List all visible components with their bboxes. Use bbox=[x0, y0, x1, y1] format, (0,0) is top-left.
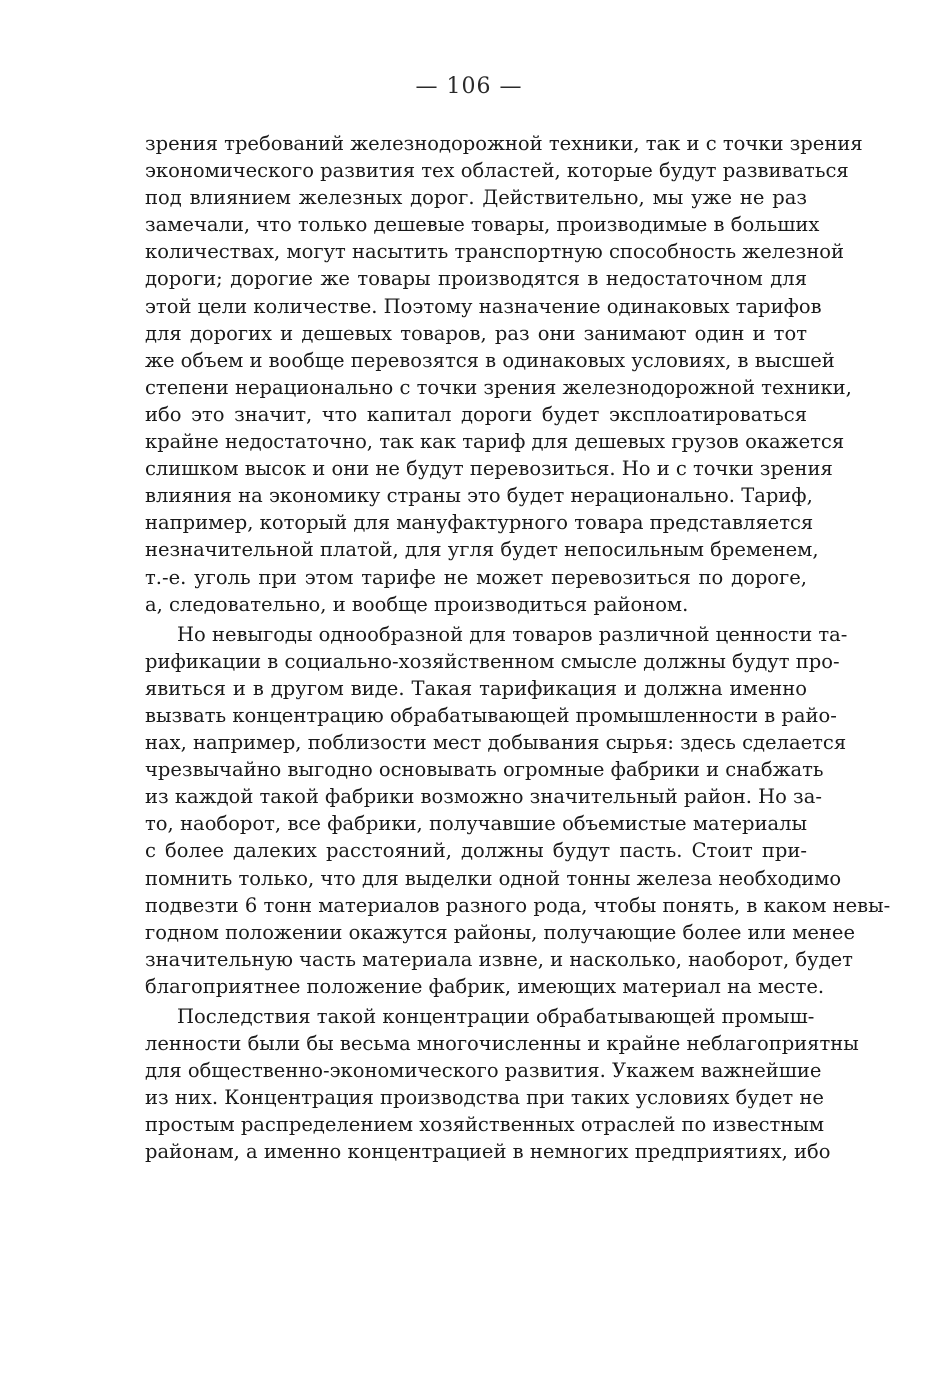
text-line: то, наоборот, все фабрики, получавшие объемистые материалы bbox=[145, 812, 807, 836]
text-line: т.-е. уголь при этом тарифе не может перевозиться по дороге, bbox=[145, 565, 807, 589]
text-line: ленности были бы весьма многочисленны и крайне неблагоприятны bbox=[145, 1032, 859, 1056]
text-line: благоприятнее положение фабрик, имеющих материал на месте. bbox=[145, 974, 825, 998]
text-line: слишком высок и они не будут перевозиться. Но и с точки зрения bbox=[145, 457, 833, 481]
text-line: помнить только, что для выделки одной тонны железа необходимо bbox=[145, 866, 842, 890]
paragraph bbox=[145, 1003, 859, 1166]
text-line: с более далеких расстояний, должны будут пасть. Стоит при- bbox=[145, 839, 807, 863]
text-line: для общественно-экономического развития. Укажем важнейшие bbox=[145, 1059, 822, 1083]
text-line: Но невыгоды однообразной для товаров различной ценности та- bbox=[177, 622, 848, 646]
text-line: годном положении окажутся районы, получающие более или менее bbox=[145, 920, 855, 944]
text-line: влияния на экономику страны это будет нерационально. Тариф, bbox=[145, 484, 813, 508]
text-line: из каждой такой фабрики возможно значительный район. Но за- bbox=[145, 785, 822, 809]
text-line: экономического развития тех областей, которые будут развиваться bbox=[145, 159, 849, 183]
text-line: вызвать концентрацию обрабатывающей промышленности в райо- bbox=[145, 703, 837, 727]
text-line: крайне недостаточно, так как тариф для дешевых грузов окажется bbox=[145, 430, 845, 454]
text-line: этой цели количестве. Поэтому назначение одинаковых тарифов bbox=[145, 294, 822, 318]
text-line: значительную часть материала извне, и насколько, наоборот, будет bbox=[145, 947, 853, 971]
text-line: степени нерационально с точки зрения железнодорожной техники, bbox=[145, 375, 852, 399]
text-line: простым распределением хозяйственных отраслей по известным bbox=[145, 1113, 825, 1137]
text-line: нах, например, поблизости мест добывания сырья: здесь сделается bbox=[145, 731, 847, 755]
text-line: количествах, могут насытить транспортную способность железной bbox=[145, 240, 845, 264]
paragraph bbox=[145, 621, 891, 1000]
text-line: например, который для мануфактурного товара представляется bbox=[145, 511, 814, 535]
text-line: чрезвычайно выгодно основывать огромные фабрики и снабжать bbox=[145, 758, 824, 782]
body-text bbox=[145, 130, 891, 1166]
text-line: ибо это значит, что капитал дороги будет эксплоатироваться bbox=[145, 402, 807, 426]
text-line: а, следовательно, и вообще производиться районом. bbox=[145, 592, 689, 616]
text-line: зрения требований железнодорожной техники, так и с точки зрения bbox=[145, 132, 863, 155]
text-line: явиться и в другом виде. Такая тарификация и должна именно bbox=[145, 676, 807, 700]
text-line: рификации в социально-хозяйственном смысле должны будут про- bbox=[145, 649, 840, 673]
page-number: — 106 — bbox=[415, 74, 523, 99]
text-line: дороги; дорогие же товары производятся в недостаточном для bbox=[145, 267, 807, 291]
text-line: под влиянием железных дорог. Действительно, мы уже не раз bbox=[145, 186, 807, 210]
text-line: подвезти 6 тонн материалов разного рода, чтобы понять, в каком невы- bbox=[145, 893, 891, 917]
text-line: районам, а именно концентрацией в немногих предприятиях, ибо bbox=[145, 1140, 831, 1164]
text-line: из них. Концентрация производства при таких условиях будет не bbox=[145, 1086, 824, 1110]
text-line: для дорогих и дешевых товаров, раз они занимают один и тот bbox=[145, 321, 807, 345]
text-line: замечали, что только дешевые товары, производимые в больших bbox=[145, 213, 820, 237]
text-line: незначительной платой, для угля будет непосильным бременем, bbox=[145, 538, 819, 562]
paragraph bbox=[145, 130, 863, 618]
text-line: Последствия такой концентрации обрабатывающей промыш- bbox=[177, 1005, 815, 1028]
text-line: же объем и вообще перевозятся в одинаковых условиях, в высшей bbox=[145, 348, 835, 372]
